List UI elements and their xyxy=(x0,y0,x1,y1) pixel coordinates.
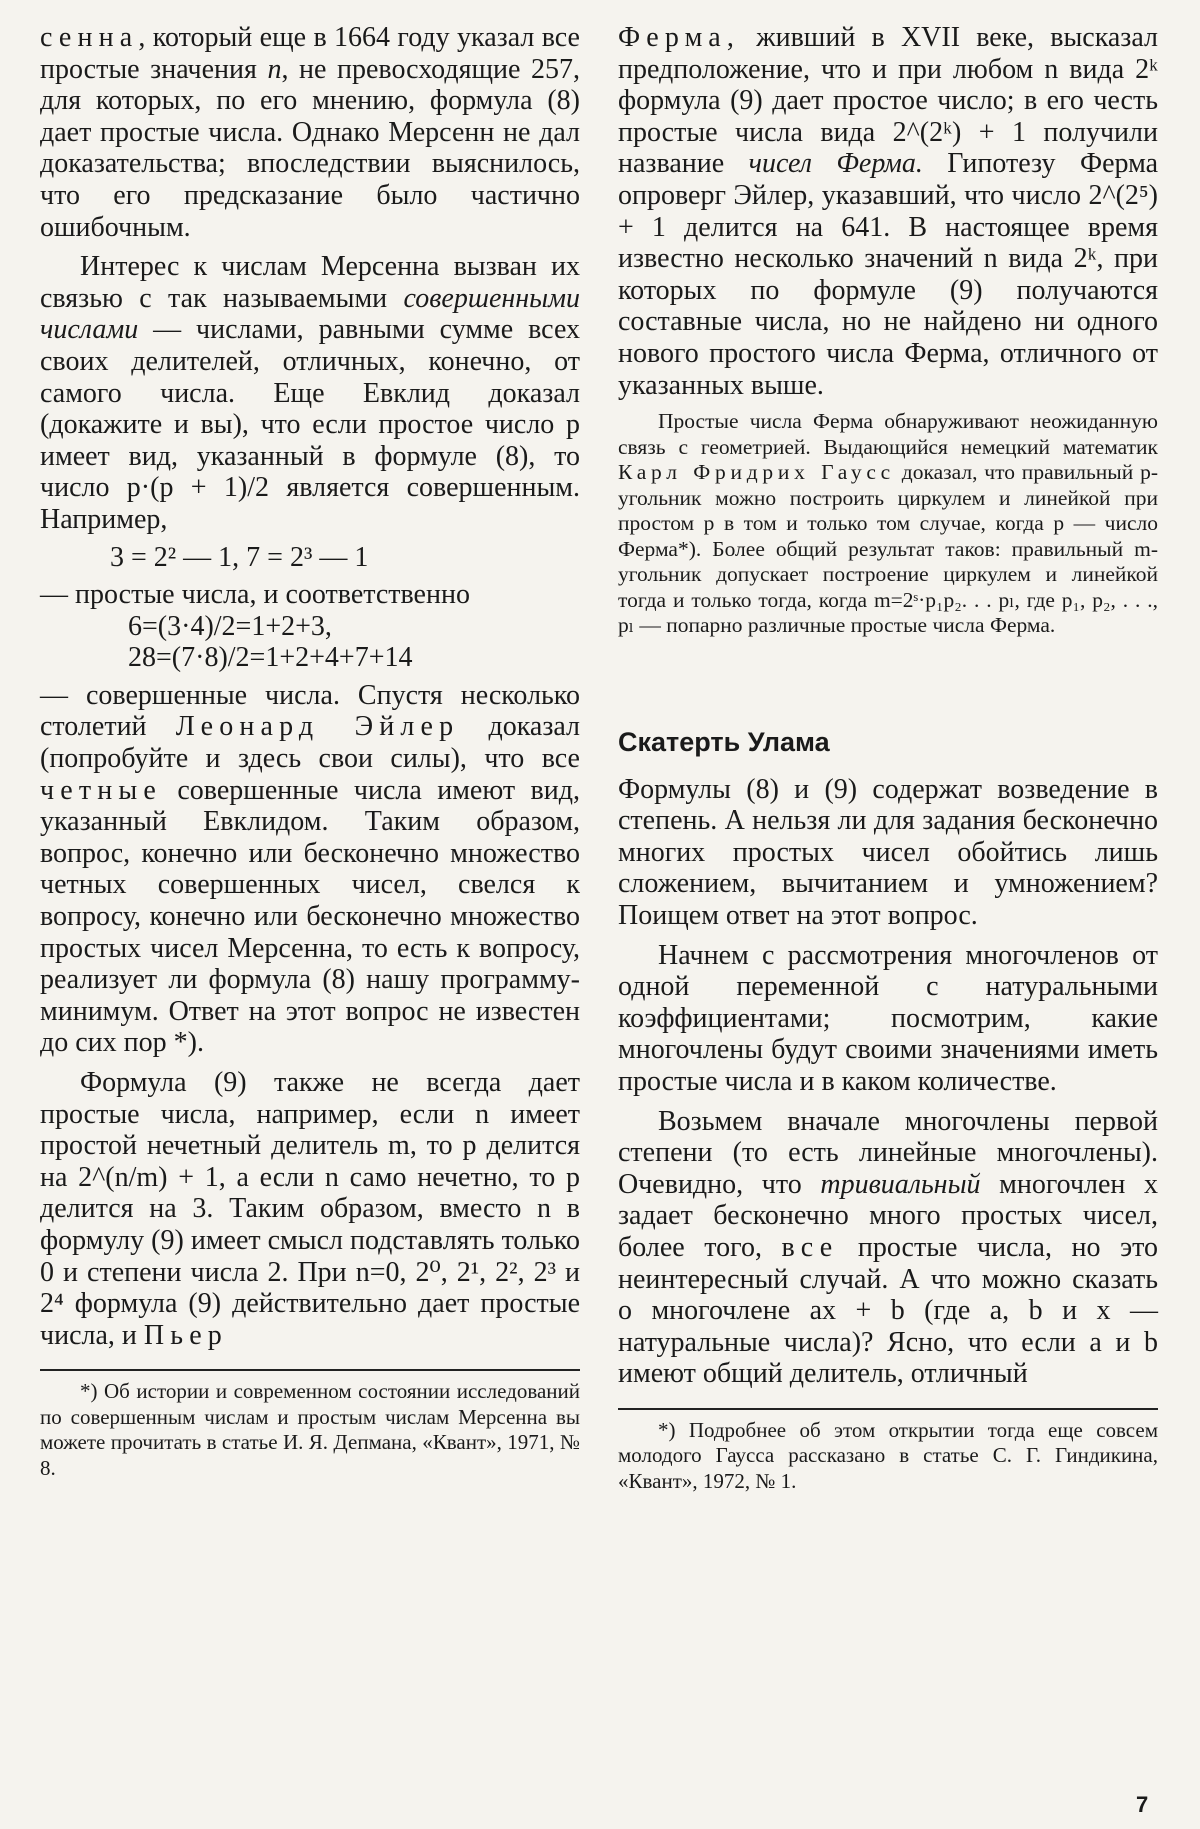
emphasis-fermat-numbers: чисел Ферма. xyxy=(748,148,923,180)
equation-6: 6=(3·4)/2=1+2+3, xyxy=(128,610,332,642)
text: доказал, что правильный p-угольник можно построить циркулем и линейкой при простом p в том и только том случае, когда p — число Ферма*). Более общий результат таков: правильный m-угольник допускает построение циркулем и линейкой тогда и только тогда, когда m=2ˢ·p₁p₂. . . pₗ, где p₁, p₂, . . ., pₗ — попарно различные простые числа Ферма. xyxy=(618,460,1158,638)
text: , а если n само нечетно, то p делится на 3. Таким образом, вместо n в формулу (9) имеет смысл подставлять только 0 и степени числа 2. При n=0, 2⁰, 2¹, 2², 2³ и 2⁴ формула (9) действительно дает простые числа, и xyxy=(40,1161,581,1351)
paragraph-linear xyxy=(618,1106,1158,1390)
text: Гипотезу Ферма опроверг Эйлер, указавший, что число 2^(2⁵) + 1 делится на 641. В настоящее время известно несколько значений n вида 2ᵏ, при которых по формуле (9) получаются составные числа, но не найдено ни одного нового простого числа Ферма, отличного от указанных выше. xyxy=(618,148,1159,401)
paragraph-gauss xyxy=(618,409,1158,639)
right-column xyxy=(618,22,1158,1494)
paragraph-euler xyxy=(40,680,580,1059)
name-pierre: Пьер xyxy=(143,1319,228,1351)
text: Возьмем вначале многочлены первой степени (то есть линейные многочлены). Очевидно, что xyxy=(618,1105,1158,1200)
power-expression: 2^(n/m) + 1 xyxy=(78,1161,219,1193)
text-line: — простые числа, и соответственно xyxy=(40,579,470,611)
footnote-rule xyxy=(618,1408,1158,1410)
paragraph-polynomials: Начнем с рассмотрения многочленов от одной переменной с натуральными коэффициентами; посмотрим, какие многочлены будут своими значениями иметь простые числа и в каком количестве. xyxy=(618,939,1158,1097)
text: простые числа, но это неинтересный случай. А что можно сказать о многочлене ax + b (где a, b и x — натуральные числа)? Ясно, что если a и b имеют общий делитель, отличный xyxy=(618,1231,1158,1390)
paragraph-formulas: Формулы (8) и (9) содержат возведение в степень. А нельзя ли для задания бесконечно многих простых чисел обойтись лишь сложением, вычитанием и умножением? Поищем ответ на этот вопрос. xyxy=(618,773,1158,931)
name-euler: Леонард Эйлер xyxy=(175,711,460,743)
emphasis-trivial: тривиальный xyxy=(820,1168,981,1200)
equation-28: 28=(7·8)/2=1+2+4+7+14 xyxy=(128,642,413,674)
footnote-text: *) Об истории и современном состоянии исследований по совершенным числам и простым числам Мерсенна вы можете прочитать в статье И. Я. Депмана, «Квант», 1971, № 8. xyxy=(40,1379,580,1480)
text: доказал (попробуйте и здесь свои силы), что все xyxy=(40,711,581,775)
equation-mersenne-primes: 3 = 2² — 1, 7 = 2³ — 1 xyxy=(110,541,369,573)
left-column xyxy=(40,22,580,1481)
footnote-right xyxy=(618,1418,1158,1495)
footnote-left xyxy=(40,1379,580,1481)
footnote-rule xyxy=(40,1369,580,1371)
paragraph-mersenne-history: сенна, который еще в 1664 году указал все простые значения n, не превосходящие 257, для которых, по его мнению, формула (8) дает простые числа. Однако Мерсенн не дал доказательства; впоследствии выяснилось, что его предсказание было частично ошибочным. xyxy=(40,22,581,243)
text: Простые числа Ферма обнаруживают неожиданную связь с геометрией. Выдающийся немецкий математик xyxy=(618,409,1158,459)
text: — числами, равными сумме всех своих делителей, отличных, конечно, от самого числа. Еще Евклид доказал (докажите и вы), что если простое число p имеет вид, указанный в формуле (8), то число p·(p + 1)/2 является совершенным. Например, xyxy=(40,314,581,535)
name-gauss: Карл Фридрих Гаусс xyxy=(618,460,895,485)
text: Формула (9) также не всегда дает простые числа, например, если n имеет простой нечетный делитель m, то p делится на xyxy=(40,1067,580,1193)
emphasis-even: четные xyxy=(40,774,162,806)
text: многочлен x задает бесконечно много простых чисел, более того, xyxy=(618,1168,1159,1263)
text: совершенные числа имеют вид, указанный Евклидом. Таким образом, вопрос, конечно или бесконечно множество четных совершенных чисел, свелся к вопросу, конечно или бесконечно множество простых чисел Мерсенна, то есть к вопросу, реализует ли формула (8) нашу программу-минимум. Ответ на этот вопрос не известен до сих пор *). xyxy=(40,774,580,1059)
paragraph-formula-9 xyxy=(40,1067,580,1351)
emphasis-perfect-numbers: совершенными числами xyxy=(40,282,581,346)
paragraph-perfect-numbers xyxy=(40,251,580,535)
page-number: 7 xyxy=(1136,1792,1149,1817)
paragraph-fermat xyxy=(618,22,1158,401)
footnote-text: *) Подробнее об этом открытии тогда еще совсем молодого Гаусса рассказано в статье С. Г. Гиндикина, «Квант», 1972, № 1. xyxy=(618,1417,1158,1493)
emphasis-all: все xyxy=(781,1231,839,1263)
text: — совершенные числа. Спустя несколько столетий xyxy=(40,679,580,743)
section-heading: Скатерть Улама xyxy=(618,726,830,757)
text: живший в XVII веке, высказал предположение, что и при любом n вида 2ᵏ формула (9) дает простое число; в его честь простые числа вида 2^(2ᵏ) + 1 получили название xyxy=(618,22,1159,180)
name-fermat: Ферма, xyxy=(618,22,741,53)
text: сенна xyxy=(40,22,139,53)
text: Интерес к числам Мерсенна вызван их связью с так называемыми xyxy=(40,251,580,314)
